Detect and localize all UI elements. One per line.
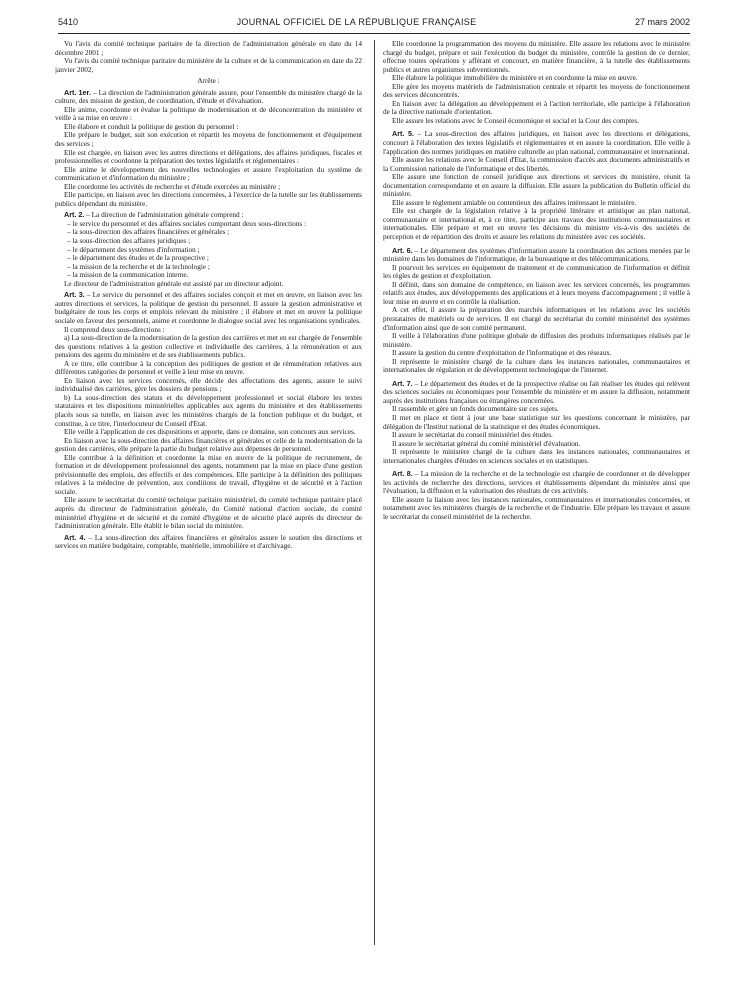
- paragraph: Elle élabore et conduit la politique de gestion du personnel :: [64, 122, 239, 131]
- article-6: [383, 247, 690, 264]
- paragraph: Il rassemble et gère un fonds documentaire sur ces sujets.: [392, 405, 559, 414]
- paragraph: Il assure le secrétariat du conseil ministériel des études.: [392, 431, 553, 440]
- paragraph: a) La sous-direction de la modernisation de la gestion des carrières et met en est chargée de l'ensemble des questions relatives à la gestion collective et individuelle des carrières, à la rémunération et aux pensions des agents du ministère et de ses établissements publics.: [55, 334, 362, 360]
- paragraph: Elle élabore la politique immobilière du ministère et en coordonne la mise en œuvre.: [392, 74, 638, 83]
- paragraph: Vu l'avis du comité technique paritaire du ministère de la culture et de la communication en date du 22 janvier 2002,: [55, 57, 362, 74]
- column-divider: [374, 40, 375, 945]
- left-column: [55, 40, 362, 980]
- article-text: – Le département des systèmes d'information assure la coordination des actions menées par le ministère dans les domaines de l'informatique, de la bureautique et des télécommunications.: [383, 246, 690, 264]
- paragraph: Elle assure le règlement amiable ou contentieux des affaires intéressant le ministère.: [392, 198, 637, 207]
- article-text: – La direction de l'administration générale comprend :: [84, 211, 244, 220]
- article-1: [55, 89, 362, 106]
- paragraph: Il représente le ministère chargé de la culture dans les instances nationales, communautaires et internationales de régulation et de développement technologique de l'internet.: [383, 357, 690, 375]
- list-item: – la mission de la recherche et de la technologie ;: [67, 262, 210, 271]
- paragraph: Il assure le secrétariat général du comité ministériel d'évaluation.: [392, 439, 581, 448]
- paragraph: Il représente le ministère chargé de la culture dans les instances nationales, communautaires et internationales chargées d'études en sciences sociales et en statistiques.: [383, 448, 690, 465]
- list-item: – le département des systèmes d'information ;: [67, 245, 200, 254]
- article-label: Art. 6.: [392, 245, 413, 255]
- paragraph: b) La sous-direction des statuts et du développement professionnel et social élabore les textes statutaires et les dispositions ministérielles applicables aux agents du ministère et des établissements placés sous sa tutelle, en liaison avec les ministères chargés de la fonction publique et du budget, et constitue, à ce titre, l'interlocuteur du Conseil d'Etat.: [55, 393, 362, 428]
- paragraph: Il comprend deux sous-directions :: [64, 325, 165, 334]
- paragraph: Vu l'avis du comité technique paritaire de la direction de l'administration générale en date du 14 décembre 2001 ;: [55, 40, 362, 57]
- paragraph: Elle coordonne les activités de recherche et d'étude exercées au ministère ;: [64, 182, 281, 191]
- article-label: Art. 8.: [392, 469, 413, 479]
- list-item: – la sous-direction des affaires financières et générales ;: [67, 228, 230, 237]
- article-text: – La mission de la recherche et de la technologie est chargée de coordonner et de développer les activités de recherche des directions, services et établissements dépendant du ministère ainsi que l'évaluation, la diffusion et la valorisation des résultats de ces activités.: [383, 470, 690, 496]
- header-rule: [58, 33, 690, 34]
- paragraph: Il assure la gestion du centre d'exploitation de l'informatique et des réseaux.: [392, 349, 612, 358]
- paragraph: Elle assure les relations avec le Conseil économique et social et la Cour des comptes.: [392, 116, 640, 125]
- article-5: [383, 130, 690, 156]
- article-label: Art. 4.: [64, 532, 86, 542]
- list-item: – la sous-direction des affaires juridiques ;: [67, 237, 191, 246]
- paragraph: Elle anime, coordonne et évalue la politique de modernisation et de déconcentration du ministère et veille à sa mise en œuvre :: [55, 105, 362, 123]
- paragraph: Elle prépare le budget, suit son exécution et répartit les moyens de fonctionnement et d'équipement des services ;: [55, 131, 362, 149]
- paragraph: Elle assure une fonction de conseil juridique aux directions et services du ministère, réunit la documentation correspondante et en assure la diffusion. Elle assure la publication du Bulletin officiel du ministère.: [383, 173, 690, 199]
- page-number: 5410: [58, 17, 79, 27]
- paragraph: Elle assure les relations avec le Conseil d'Etat, la commission d'accès aux documents administratifs et la Commission nationale de l'informatique et des libertés.: [383, 156, 690, 173]
- publication-date: 27 mars 2002: [634, 17, 690, 27]
- article-label: Art. 1er.: [64, 87, 91, 97]
- paragraph: Il veille à l'élaboration d'une politique globale de diffusion des produits informatiques réalisés par le ministère.: [383, 332, 690, 349]
- paragraph: A cet effet, il assure la préparation des marchés informatiques et les relations avec les sociétés prestataires de matériels ou de services. Il est chargé du secrétariat du comité ministériel des systèmes d'information ainsi que de son comité permanent.: [383, 306, 690, 332]
- article-text: – Le département des études et de la prospective réalise ou fait réaliser les études qui relèvent des sciences sociales ou économiques pour l'ensemble du ministère et en assure la diffusion, notamment auprès des institutions françaises ou étrangères concernées.: [383, 379, 690, 405]
- paragraph: Elle est chargée, en liaison avec les autres directions et délégations, des affaires juridiques, fiscales et professionnelles et coordonne la préparation des textes législatifs et réglementaires :: [55, 148, 362, 166]
- article-label: Art. 7.: [392, 378, 413, 388]
- page-header: [58, 14, 690, 30]
- paragraph: Il pourvoit les services en équipement de traitement et de communication de l'information et définit les règles de gestion et d'exploitation.: [383, 263, 690, 281]
- article-label: Art. 5.: [392, 129, 415, 139]
- article-8: [383, 470, 690, 496]
- paragraph: Elle coordonne la programmation des moyens du ministère. Elle assure les relations avec le ministère chargé du budget, prépare et suit l'exécution du budget du ministère, contrôle la gestion de ce dernier, effectue toutes opérations y afférant et concourt, en matière financière, à la tutelle des établissements publics et autres organismes subventionnés.: [383, 40, 690, 74]
- article-text: – La direction de l'administration générale assure, pour l'ensemble du ministère chargé de la culture, des mission de gestion, de coordination, d'étude et d'évaluation.: [55, 88, 362, 106]
- article-2-list: [55, 220, 362, 280]
- list-item: – la mission de la communication interne.: [67, 271, 189, 280]
- paragraph: Le directeur de l'administration générale est assisté par un directeur adjoint.: [64, 279, 284, 288]
- article-7: [383, 380, 690, 406]
- paragraph: Elle anime le développement des nouvelles technologies et assure l'exploitation du système de communication et d'information du ministère ;: [55, 165, 362, 183]
- paragraph: En liaison avec la délégation au développement et à l'action territoriale, elle participe à l'élaboration de la directive nationale d'orientation.: [383, 99, 690, 117]
- paragraph: En liaison avec la sous-direction des affaires financières et générales et celle de la modernisation de la gestion des carrières, elle prépare la partie du budget relative aux dépenses de personnel.: [55, 436, 362, 454]
- list-item: – le service du personnel et des affaires sociales comportant deux sous-directions :: [67, 219, 307, 228]
- arrete-heading: Arrête :: [197, 77, 220, 86]
- article-text: – La sous-direction des affaires financières et générales assure le soutien des directions et services en matière budgétaire, comptable, matérielle, immobilière et d'archivage.: [55, 533, 362, 551]
- article-4: [55, 534, 362, 551]
- paragraph: Elle assure la liaison avec les instances nationales, communautaires et internationales concernées, et notamment avec les ministères chargés de la recherche et de l'industrie. Elle prépare les travaux et assure le secrétariat du conseil ministériel de la recherche.: [383, 495, 690, 521]
- paragraph: A ce titre, elle contribue à la conception des politiques de gestion et de rémunération relatives aux différentes catégories de personnel et veille à leur mise en œuvre.: [55, 359, 362, 377]
- article-3: [55, 291, 362, 325]
- paragraph: Elle gère les moyens matériels de l'administration centrale et répartit les moyens de fonctionnement des services déconcentrés.: [383, 82, 690, 100]
- list-item: – le département des études et de la prospective ;: [67, 254, 209, 263]
- right-column: [383, 40, 690, 980]
- journal-title: JOURNAL OFFICIEL DE LA RÉPUBLIQUE FRANÇAISE: [236, 17, 477, 27]
- article-label: Art. 2.: [64, 210, 85, 220]
- paragraph: Elle participe, en liaison avec les directions concernées, à l'exercice de la tutelle sur les établissements publics dépendant du ministère.: [55, 191, 362, 208]
- article-text: – Le service du personnel et des affaires sociales conçoit et met en œuvre, en liaison avec les autres directions et services, la politique de gestion du personnel. Il assure la gestion administrative et budgétaire de tous les corps et emplois relevant du ministère ; il élabore et met en œuvre la politique sociale en faveur des personnels, anime et coordonne le dialogue social avec les organisations syndicales.: [55, 291, 362, 325]
- paragraph: En liaison avec les services concernés, elle décide des affectations des agents, assure le suivi individualisé des carrières, gère les dossiers de pensions ;: [55, 376, 362, 394]
- paragraph: Elle est chargée de la législation relative à la propriété littéraire et artistique au plan national, communautaire et international et, à ce titre, participe aux travaux des institutions communautaires et internationales. Elle prépare et met en œuvre les décisions du ministre vis-à-vis des sociétés de perception et de répartition des droits et assure les relations du ministère avec ces sociétés.: [383, 207, 690, 242]
- article-text: – La sous-direction des affaires juridiques, en liaison avec les directions et délégations, concourt à l'élaboration des textes législatifs et réglementaires et en assure la coordination. Elle veille à l'application des normes juridiques en matière culturelle au plan national, communautaire et international.: [383, 130, 690, 156]
- paragraph: Elle contribue à la définition et coordonne la mise en œuvre de la politique de recrutement, de formation et de développement professionnel des agents, notamment par la mise en place d'une gestion prévisionnelle des emplois, des effectifs et des compétences. Elle participe à la définition des politiques relatives à la médecine de prévention, aux conditions de travail, d'hygiène et de sécurité et à l'action sociale.: [55, 453, 362, 496]
- article-2: [55, 211, 362, 220]
- paragraph: Il définit, dans son domaine de compétence, en liaison avec les services concernés, les programmes relatifs aux études, aux développements des applications et à leurs moyens d'accompagnement ; il veille à leur mise en œuvre et en contrôle la réalisation.: [383, 280, 690, 306]
- paragraph: Elle veille à l'application de ces dispositions et apporte, dans ce domaine, son concours aux services.: [64, 428, 356, 437]
- paragraph: Il met en place et tient à jour une base statistique sur les questions concernant le ministère, par délégation de l'Institut national de la statistique et des études économiques.: [383, 413, 690, 431]
- paragraph: Elle assure le secrétariat du comité technique paritaire ministériel, du comité technique paritaire placé auprès du directeur de l'administration générale, du Comité national d'action sociale, du comité ministériel d'hygiène et de sécurité et du comité d'hygiène et de sécurité placé auprès du directeur de l'administration générale. Elle établit le bilan social du ministère.: [55, 496, 362, 531]
- article-label: Art. 3.: [64, 290, 85, 300]
